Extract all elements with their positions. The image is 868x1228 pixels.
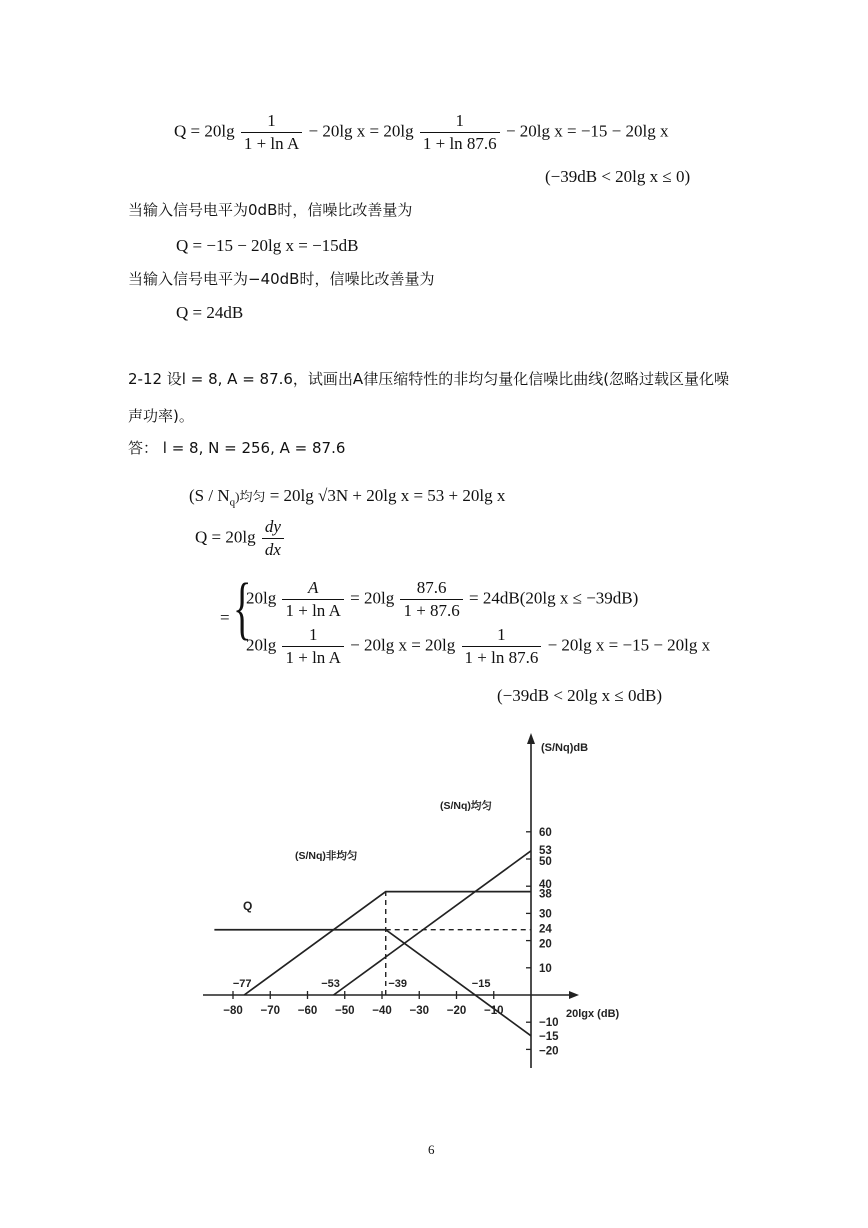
y-tick-label: −15: [539, 1030, 559, 1043]
case-2-formula: [246, 626, 710, 667]
problem-line2: 声功率)。: [128, 407, 194, 425]
fraction-1-over-1-lnA: [241, 112, 302, 153]
fraction-numerator: A: [307, 578, 319, 597]
equals-sign: =: [220, 608, 230, 627]
problem-line1: 2-12 设l = 8, A = 87.6，试画出A律压缩特性的非均匀量化信噪比曲线(忽略过载区量化噪: [128, 370, 730, 388]
y-tick-label: 10: [539, 962, 552, 975]
fraction-87-over-88: [400, 579, 462, 620]
q-formula-line1: [174, 112, 668, 153]
page-number: 6: [428, 1142, 435, 1157]
q-middle: − 20lg x = 20lg: [308, 121, 414, 141]
fraction-numerator: 1: [308, 625, 318, 644]
fraction-1-over-1-lnA: [282, 626, 343, 667]
x-axis-label: 20lgx (dB): [566, 1008, 620, 1020]
q-definition: [195, 518, 286, 559]
fraction-numerator: 1: [455, 111, 465, 130]
intercept-label: −15: [471, 978, 491, 990]
y-tick-label: 20: [539, 938, 552, 951]
case2-b: − 20lg x = 20lg: [350, 635, 456, 655]
text-input-0db: 当输入信号电平为0dB时，信噪比改善量为: [128, 201, 413, 219]
y-tick-label: 53: [539, 844, 552, 857]
series-line: [334, 851, 531, 995]
sn-subscript-uniform: )均匀: [235, 489, 266, 504]
y-tick-label: 40: [539, 879, 552, 892]
fraction-denominator: 1 + ln A: [282, 646, 343, 667]
y-tick-label: 30: [539, 908, 552, 921]
case1-c: = 24dB(20lg x ≤ −39dB): [469, 588, 639, 608]
q-24db-formula: Q = 24dB: [176, 303, 244, 322]
case1-a: 20lg: [246, 588, 277, 608]
fraction-A-over-1-lnA: [282, 579, 343, 620]
x-tick-label: −50: [334, 1005, 355, 1017]
case2-c: − 20lg x = −15 − 20lg x: [547, 635, 711, 655]
sn-lhs: (S / N: [189, 486, 230, 505]
case-1-formula: [246, 579, 638, 620]
x-tick-label: −70: [260, 1005, 281, 1017]
sn-uniform-formula: [189, 487, 505, 508]
y-axis-label: (S/Nq)dB: [541, 742, 589, 754]
x-tick-label: −20: [446, 1005, 467, 1017]
fraction-numerator: dy: [264, 517, 281, 536]
y-tick-label: 38: [539, 888, 552, 901]
text-input-40db: 当输入信号电平为−40dB时，信噪比改善量为: [128, 270, 435, 288]
case2-a: 20lg: [246, 635, 277, 655]
x-tick-label: −40: [372, 1005, 392, 1017]
left-brace: {: [233, 570, 252, 647]
case1-b: = 20lg: [350, 588, 395, 608]
series-label: Q: [243, 899, 253, 913]
y-axis-arrow: [527, 733, 535, 744]
intercept-label: −77: [232, 978, 252, 990]
intercept-label: −53: [321, 978, 340, 990]
answer-line: 答： l = 8, N = 256, A = 87.6: [128, 439, 346, 457]
sn-rhs: = 20lg √3N + 20lg x = 53 + 20lg x: [269, 486, 506, 505]
x-tick-label: −30: [409, 1005, 430, 1017]
x-tick-label: −10: [483, 1005, 504, 1017]
fraction-1-over-1-ln87: [420, 112, 500, 153]
fraction-numerator: 87.6: [416, 578, 447, 597]
y-tick-label: −20: [539, 1045, 559, 1058]
range-condition-1: (−39dB < 20lg x ≤ 0): [545, 167, 691, 186]
q-tail: − 20lg x = −15 − 20lg x: [505, 121, 669, 141]
fraction-denominator: 1 + ln 87.6: [420, 132, 500, 153]
range-condition-2: (−39dB < 20lg x ≤ 0dB): [497, 686, 662, 705]
y-tick-label: 24: [539, 923, 552, 936]
sn-ratio-chart: [195, 725, 655, 1080]
q-def-lhs: Q = 20lg: [195, 527, 256, 547]
y-tick-label: 50: [539, 856, 552, 868]
fraction-denominator: 1 + ln 87.6: [462, 646, 542, 667]
series-label: (S/Nq)非均匀: [295, 850, 358, 862]
x-axis-arrow: [569, 991, 579, 999]
fraction-1-over-1-ln87: [462, 626, 542, 667]
fraction-denominator: dx: [262, 538, 284, 559]
y-tick-label: −10: [539, 1017, 559, 1030]
fraction-denominator: 1 + ln A: [241, 132, 302, 153]
intercept-label: −39: [388, 978, 408, 990]
q-0db-formula: Q = −15 − 20lg x = −15dB: [176, 236, 359, 255]
y-tick-label: 60: [539, 826, 552, 839]
fraction-denominator: 1 + ln A: [282, 599, 343, 620]
q-lhs: Q = 20lg: [174, 121, 235, 141]
fraction-dy-dx: [262, 518, 284, 559]
fraction-denominator: 1 + 87.6: [400, 599, 462, 620]
x-tick-label: −60: [297, 1005, 318, 1017]
chart-layer: [203, 733, 620, 1068]
fraction-numerator: 1: [497, 625, 506, 644]
x-tick-label: −80: [223, 1005, 243, 1017]
fraction-numerator: 1: [267, 111, 276, 130]
sn-subscript-q: q: [229, 496, 236, 509]
series-label: (S/Nq)均匀: [440, 800, 492, 812]
